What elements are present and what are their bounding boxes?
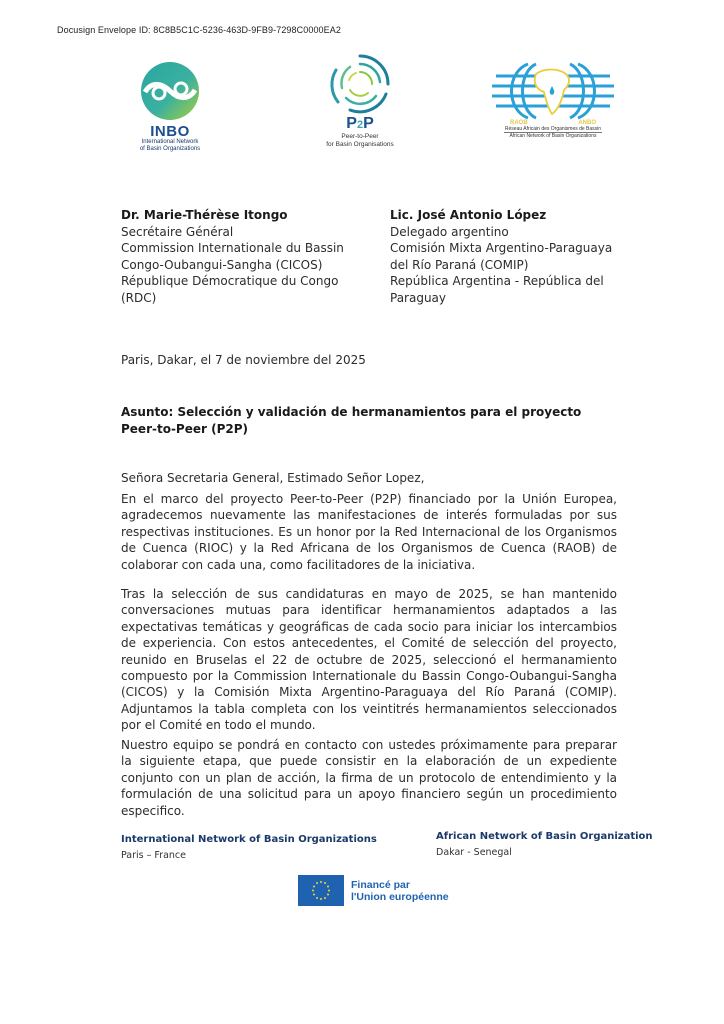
recipient-right-line: Delegado argentino (390, 224, 509, 239)
raob-subtitle-fr: Réseau Africain des Organismes de Bassin (504, 126, 602, 132)
footer-inbo-location: Paris – France (121, 850, 186, 861)
p2p-logo (305, 52, 415, 149)
recipient-right-line: República Argentina - República del (390, 274, 604, 288)
recipient-left-line: République Démocratique du Congo (121, 274, 339, 288)
docusign-envelope-id: Docusign Envelope ID: 8C8B5C1C-5236-463D-9FB9-7298C0000EA2 (57, 25, 341, 35)
letter-subject: Asunto: Selección y validación de hermanamientos para el proyecto Peer-to-Peer (P2P) (121, 405, 582, 436)
recipient-left-line: Secrétaire Général (121, 224, 234, 239)
recipient-right-line: del Río Paraná (COMIP) (390, 257, 529, 272)
letter-date: Paris, Dakar, el 7 de noviembre del 2025 (121, 353, 366, 367)
footer-anbo-title: African Network of Basin Organization (436, 831, 653, 842)
inbo-logo (120, 60, 220, 153)
recipient-right (390, 207, 660, 306)
eu-funding-badge (298, 875, 449, 906)
letter-paragraph-1: En el marco del proyecto Peer-to-Peer (P2P) financiado por la Unión Europea, agradecemos nuevamente las manifestaciones de interés formuladas por sus respectivas instituciones. Es un honor por la Red Internacional de los Organismos de Cuenca (RIOC) y la Red Africana de los Organismos de Cuenca (RAOB) de colaborar con cada una, como facilitadores de la iniciativa. (121, 492, 617, 572)
recipient-left-line: Commission Internationale du Bassin (121, 241, 344, 255)
inbo-emblem-icon (139, 60, 201, 122)
raob-globe-africa-icon (488, 60, 618, 122)
p2p-subtitle-1: Peer-to-Peer (341, 133, 379, 140)
footer-inbo (121, 834, 377, 861)
inbo-subtitle-1: International Network (141, 139, 199, 145)
eu-funding-text: Financé par l'Union européenne (351, 878, 449, 903)
recipient-left-name: Dr. Marie-Thérèse Itongo (121, 208, 288, 222)
recipient-left (121, 207, 381, 306)
raob-subtitle-en: African Network of Basin Organizations (509, 133, 597, 139)
letter-salutation: Señora Secretaria General, Estimado Señor Lopez, (121, 471, 425, 485)
footer-anbo (436, 831, 653, 858)
footer-anbo-location: Dakar - Senegal (436, 847, 512, 858)
inbo-subtitle-2: of Basin Organizations (139, 146, 201, 152)
anbo-tag: ANBO (578, 120, 596, 126)
letter-paragraph-2: Tras la selección de sus candidaturas en mayo de 2025, se han mantenido conversaciones mutuas para identificar hermanamientos adaptados a las expectativas temáticas y geográficas de cada socio para iniciar los intercambios de experiencia. Con estos antecedentes, el Comité de selección del proyecto, reunido en Bruselas el 22 de octubre de 2025, seleccionó el hermanamiento compuesto por la Commission Internationale du Bassin Congo-Oubangui-Sangha (CICOS) y la Comisión Mixta Argentino-Paraguaya del Río Paraná (COMIP). Adjuntamos la tabla completa con los veintitrés hermanamientos seleccionados por el Comité en todo el mundo. (121, 587, 617, 733)
p2p-swirl-icon (328, 52, 392, 116)
eu-flag-icon (298, 875, 344, 906)
letter-paragraph-3: Nuestro equipo se pondrá en contacto con ustedes próximamente para preparar la siguiente etapa, que puede consistir en la elaboración de un expediente conjunto con un plan de acción, la firma de un protocolo de entendimiento y la formulación de una solicitud para un apoyo financiero según un procedimiento especifico. (121, 738, 617, 818)
raob-tag: RAOB (510, 120, 528, 126)
raob-logo (488, 60, 618, 139)
p2p-subtitle-2: for Basin Organisations (326, 141, 394, 148)
recipient-left-line: Congo-Oubangui-Sangha (CICOS) (121, 257, 323, 272)
recipient-right-line: Comisión Mixta Argentino-Paraguaya (390, 241, 613, 255)
inbo-title: INBO (150, 123, 190, 140)
footer-inbo-title: International Network of Basin Organizations (121, 834, 377, 845)
recipient-right-name: Lic. José Antonio López (390, 208, 547, 222)
p2p-title: P2P (346, 115, 374, 132)
recipient-left-line: (RDC) (121, 290, 157, 305)
recipient-right-line: Paraguay (390, 290, 447, 305)
